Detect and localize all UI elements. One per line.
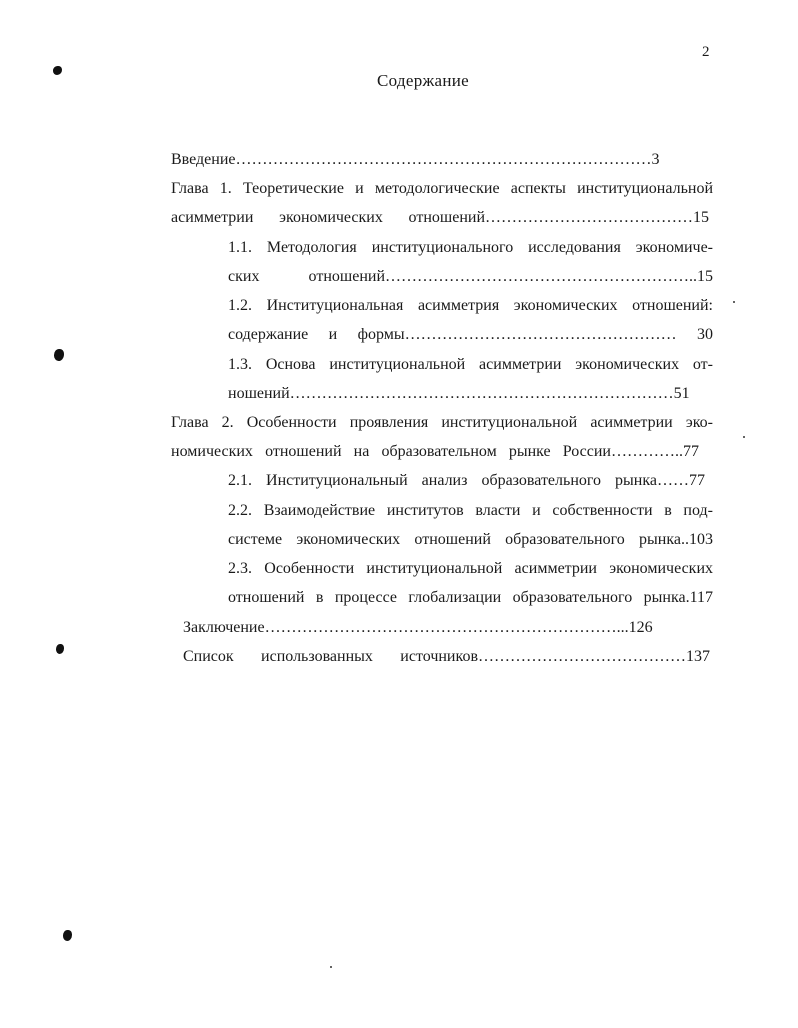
toc-entry-section-1-3-line-1: 1.3. Основа институциональной асимметрии экономических от-: [228, 356, 713, 373]
toc-entry-section-2-2-line-1: 2.2. Взаимодействие институтов власти и собственности в под-: [228, 502, 713, 519]
scan-speck-2: [743, 436, 745, 438]
toc-entry-chapter-1-line-2: асимметрии экономических отношений…………………………………15: [171, 209, 709, 226]
scan-mark-3: [56, 644, 64, 654]
toc-entry-section-1-2-line-1: 1.2. Институциональная асимметрия экономических отношений:: [228, 297, 713, 314]
toc-entry-section-1-2-line-2: содержание и формы…………………………………………… 30: [228, 326, 713, 343]
scan-speck-1: [733, 301, 735, 303]
toc-entry-conclusion: Заключение…………………………………………………………...126: [183, 619, 653, 636]
toc-entry-section-2-2-line-2: системе экономических отношений образовательного рынка..103: [228, 531, 713, 548]
page-title: Содержание: [376, 71, 470, 90]
toc-entry-section-1-1-line-1: 1.1. Методология институционального исследования экономиче-: [228, 239, 713, 256]
toc-entry-sources: Список использованных источников…………………………………137: [183, 648, 710, 665]
scan-mark-4: [63, 930, 72, 941]
toc-entry-section-1-3-line-2: ношений………………………………………………………………51: [228, 385, 690, 402]
page-number: 2: [702, 44, 710, 60]
toc-entry-chapter-2-line-2: номических отношений на образовательном рынке России…………..77: [171, 443, 699, 460]
toc-entry-chapter-2-line-1: Глава 2. Особенности проявления институциональной асимметрии эко-: [171, 414, 713, 431]
scan-mark-2: [54, 349, 64, 361]
toc-entry-chapter-1-line-1: Глава 1. Теоретические и методологические аспекты институциональной: [171, 180, 713, 197]
toc-entry-section-2-3-line-1: 2.3. Особенности институциональной асимметрии экономических: [228, 560, 713, 577]
toc-entry-section-2-1: 2.1. Институциональный анализ образовательного рынка……77: [228, 472, 705, 489]
toc-entry-section-1-1-line-2: ских отношений…………………………………………………..15: [228, 268, 713, 285]
toc-entry-section-2-3-line-2: отношений в процессе глобализации образовательного рынка.117: [228, 589, 713, 606]
toc-entry-intro: Введение……………………………………………………………………3: [171, 151, 660, 168]
scan-speck-3: [330, 966, 332, 968]
